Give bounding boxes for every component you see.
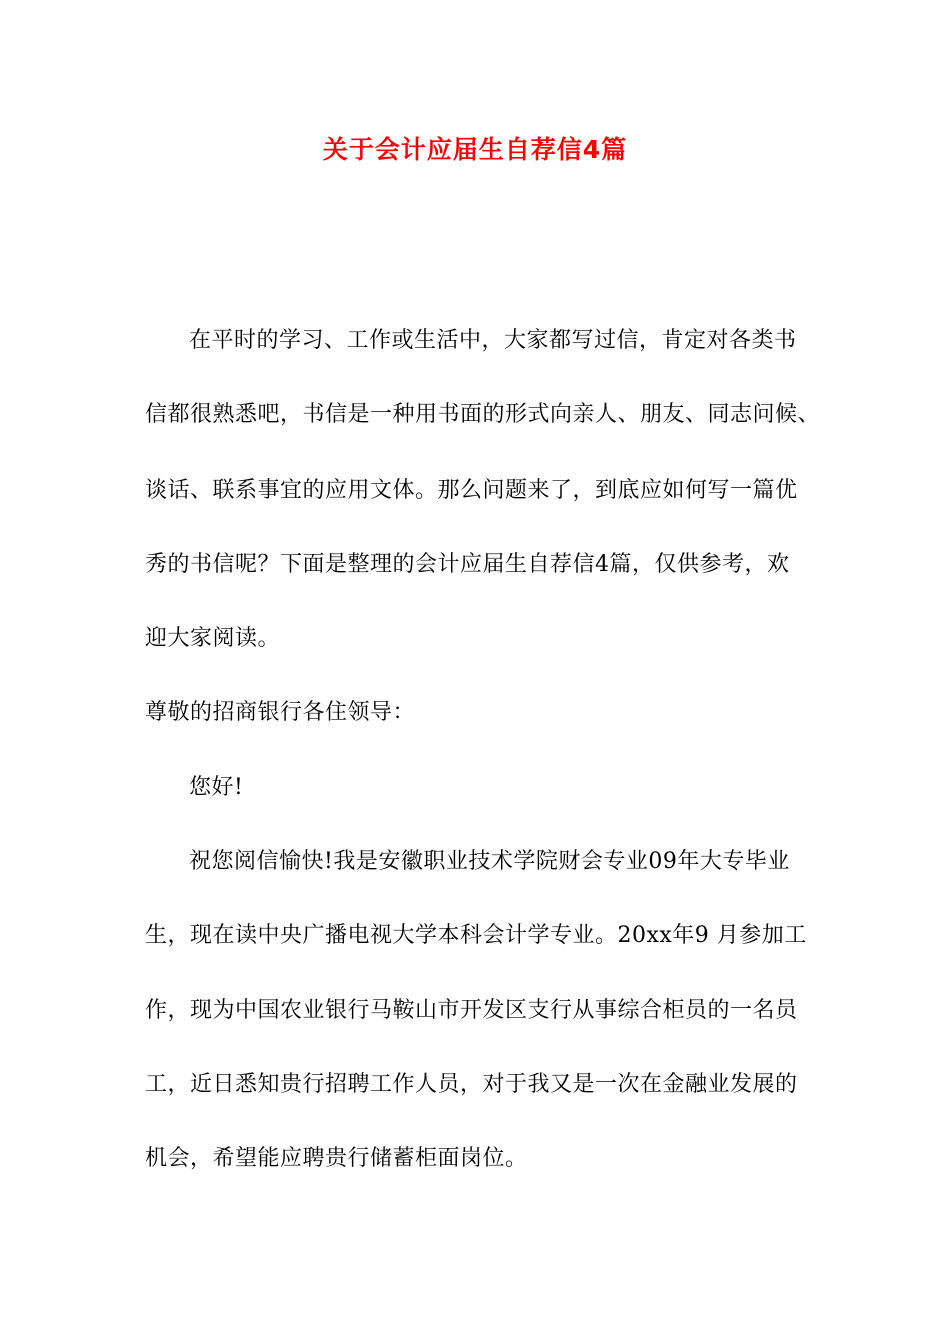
body-line-5: 机会，希望能应聘贵行储蓄柜面岗位。 xyxy=(145,1146,528,1171)
intro-line-4: 秀的书信呢？下面是整理的会计应届生自荐信4篇，仅供参考，欢 xyxy=(145,552,790,577)
greeting: 您好! xyxy=(189,775,244,800)
body-line-2: 生，现在读中央广播电视大学本科会计学专业。20xx年9 月参加工 xyxy=(145,923,807,948)
body-line-3: 作，现为中国农业银行马鞍山市开发区支行从事综合柜员的一名员 xyxy=(145,998,798,1023)
body-line-4: 工，近日悉知贵行招聘工作人员，对于我又是一次在金融业发展的 xyxy=(145,1072,798,1097)
document-title: 关于会计应届生自荐信4篇 xyxy=(322,135,628,164)
intro-line-1: 在平时的学习、工作或生活中，大家都写过信，肯定对各类书 xyxy=(189,328,797,353)
body-line-1: 祝您阅信愉快!我是安徽职业技术学院财会专业09年大专毕业 xyxy=(189,849,790,874)
intro-line-2: 信都很熟悉吧，书信是一种用书面的形式向亲人、朋友、同志问候、 xyxy=(145,402,821,427)
intro-line-5: 迎大家阅读。 xyxy=(145,626,281,651)
intro-line-3: 谈话、联系事宜的应用文体。那么问题来了，到底应如何写一篇优 xyxy=(145,478,798,503)
salutation: 尊敬的招商银行各住领导： xyxy=(145,700,416,725)
